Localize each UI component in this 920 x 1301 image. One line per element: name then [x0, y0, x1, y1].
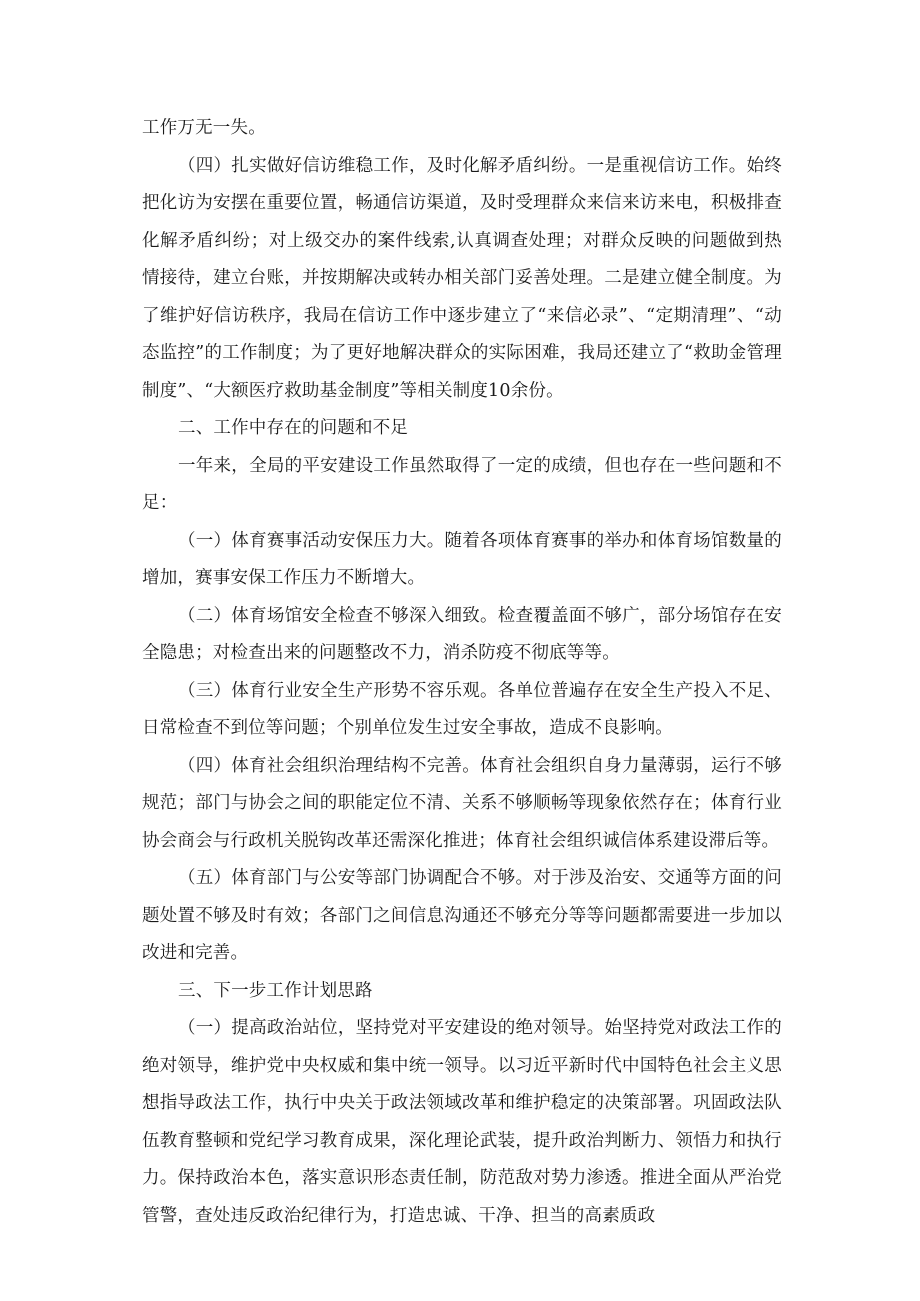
paragraph-problem-4: （四）体育社会组织治理结构不完善。体育社会组织自身力量薄弱，运行不够规范；部门与协会之间的职能定位不清、关系不够顺畅等现象依然存在；体育行业协会商会与行政机关脱钩改革还需深化推进；体育社会组织诚信体系建设滞后等。 [142, 755, 782, 851]
section-heading-next-steps: 三、下一步工作计划思路 [178, 980, 373, 1001]
paragraph-problems-intro: 一年来，全局的平安建设工作虽然取得了一定的成绩，但也存在一些问题和不足： [142, 455, 782, 513]
paragraph-problem-5: （五）体育部门与公安等部门协调配合不够。对于涉及治安、交通等方面的问题处置不够及时有效；各部门之间信息沟通还不够充分等等问题都需要进一步加以改进和完善。 [142, 868, 782, 963]
paragraph-continuation: 工作万无一失。 [142, 118, 266, 138]
document-page [142, 110, 782, 1235]
paragraph-petition-work: （四）扎实做好信访维稳工作，及时化解矛盾纠纷。一是重视信访工作。始终把化访为安摆在重要位置，畅通信访渠道，及时受理群众来信来访来电，积极排查化解矛盾纠纷；对上级交办的案件线索,认真调查处理；对群众反映的问题做到热情接待，建立台账，并按期解决或转办相关部门妥善处理。二是建立健全制度。为了维护好信访秩序，我局在信访工作中逐步建立了“来信必录”、“定期清理”、“动态监控”的工作制度；为了更好地解决群众的实际困难，我局还建立了“救助金管理制度”、“大额医疗救助基金制度”等相关制度10余份。 [142, 155, 782, 401]
paragraph-problem-2: （二）体育场馆安全检查不够深入细致。检查覆盖面不够广，部分场馆存在安全隐患；对检查出来的问题整改不力，消杀防疫不彻底等等。 [142, 605, 782, 663]
paragraph-problem-3: （三）体育行业安全生产形势不容乐观。各单位普遍存在安全生产投入不足、日常检查不到位等问题；个别单位发生过安全事故，造成不良影响。 [142, 680, 782, 738]
section-heading-problems: 二、工作中存在的问题和不足 [178, 418, 409, 438]
paragraph-problem-1: （一）体育赛事活动安保压力大。随着各项体育赛事的举办和体育场馆数量的增加，赛事安保工作压力不断增大。 [142, 530, 782, 588]
paragraph-plan-1: （一）提高政治站位，坚持党对平安建设的绝对领导。始坚持党对政法工作的绝对领导，维护党中央权威和集中统一领导。以习近平新时代中国特色社会主义思想指导政法工作，执行中央关于政法领域改革和维护稳定的决策部署。巩固政法队伍教育整顿和党纪学习教育成果，深化理论武装，提升政治判断力、领悟力和执行力。保持政治本色，落实意识形态责任制，防范敌对势力渗透。推进全面从严治党管警，查处违反政治纪律行为，打造忠诚、干净、担当的高素质政 [142, 1018, 782, 1226]
